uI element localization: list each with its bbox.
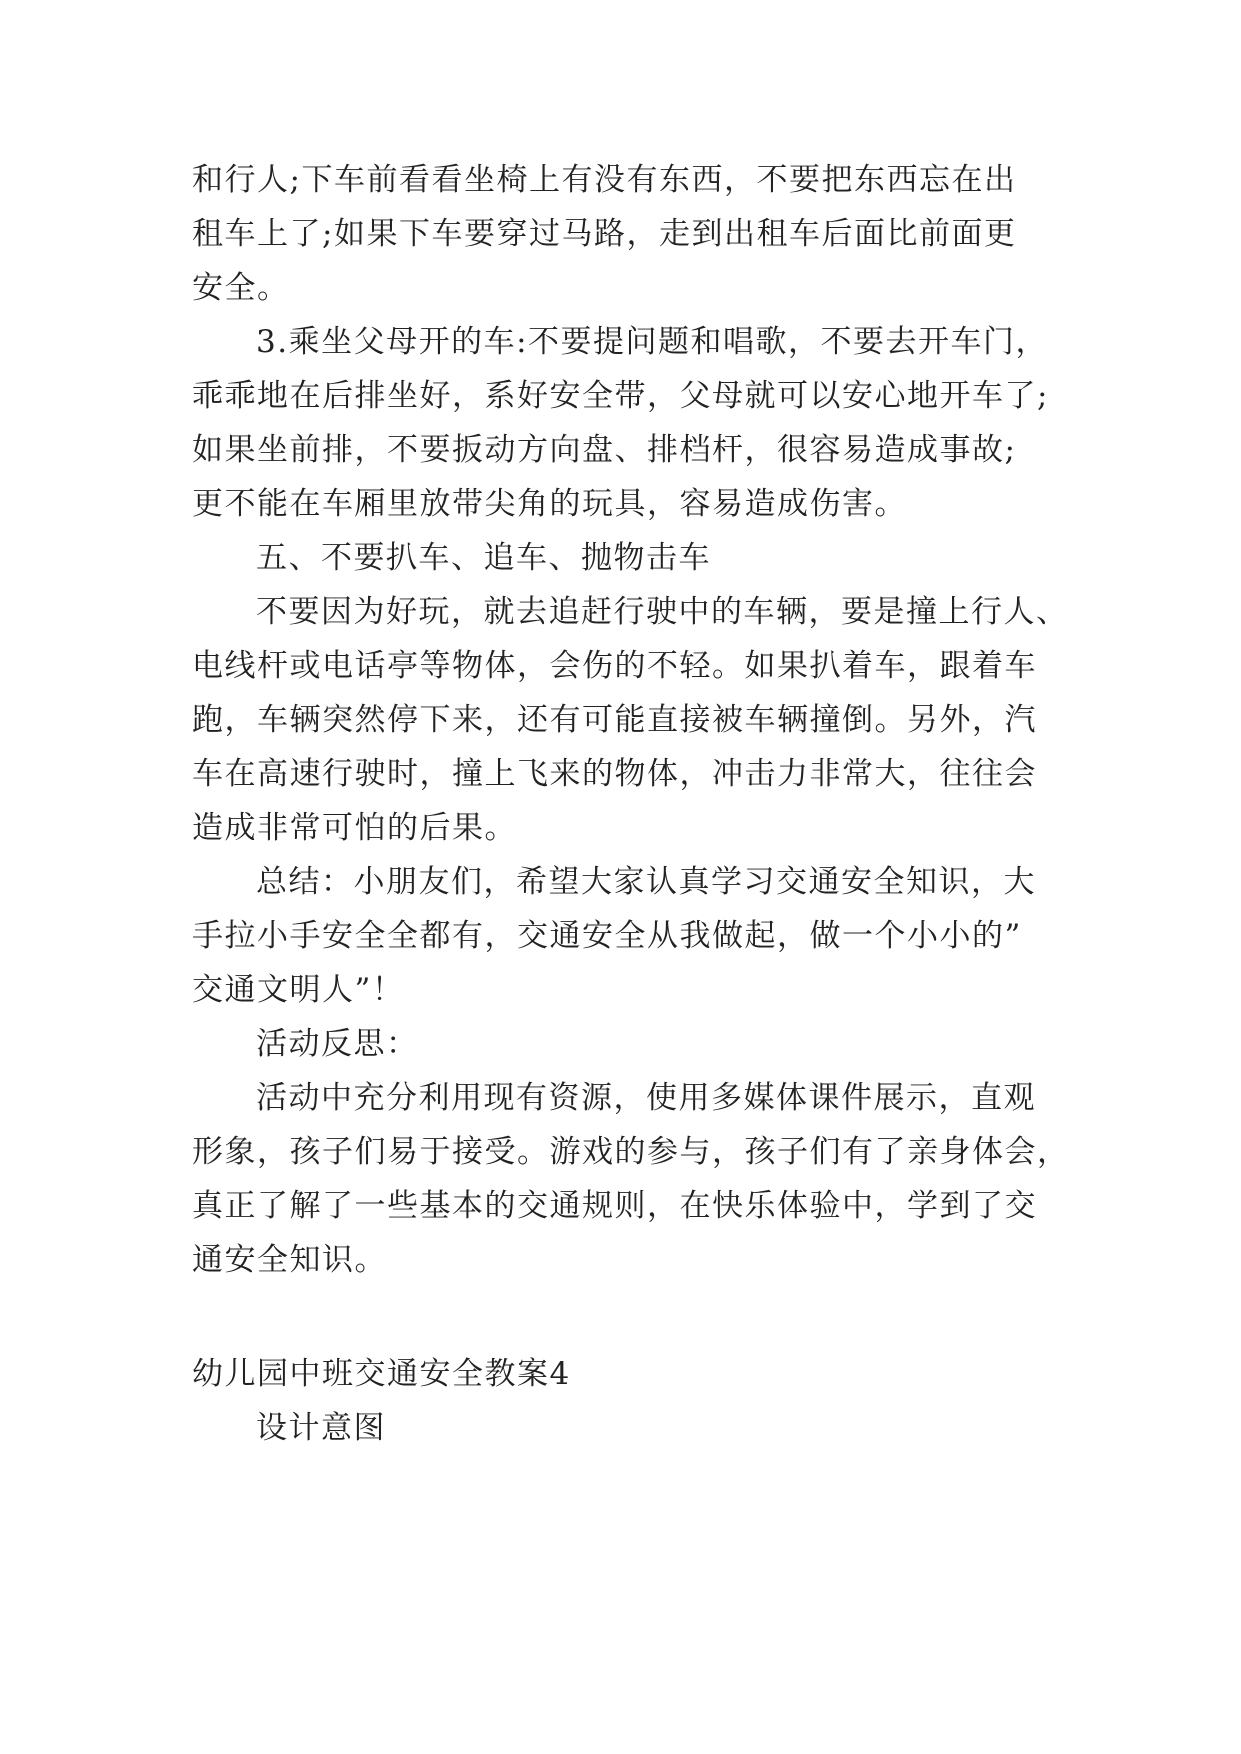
text-line: 手拉小手安全全都有，交通安全从我做起，做一个小小的”: [192, 918, 1022, 954]
text-line: 3.乘坐父母开的车:不要提问题和唱歌，不要去开车门，: [256, 324, 1049, 360]
text-line: 租车上了;如果下车要穿过马路，走到出租车后面比前面更: [192, 216, 1017, 252]
text-line: 和行人;下车前看看坐椅上有没有东西，不要把东西忘在出: [192, 162, 1017, 198]
text-line: 如果坐前排，不要扳动方向盘、排档杆，很容易造成事故;: [192, 432, 1017, 468]
text-line: 通安全知识。: [192, 1242, 387, 1278]
text-line: 乖乖地在后排坐好，系好安全带，父母就可以安心地开车了;: [192, 378, 1049, 414]
section-heading: 活动反思：: [256, 1026, 419, 1062]
text-line: 更不能在车厢里放带尖角的玩具，容易造成伤害。: [192, 486, 907, 522]
text-line: 总结：小朋友们，希望大家认真学习交通安全知识，大: [256, 864, 1036, 900]
text-line: 造成非常可怕的后果。: [192, 810, 517, 846]
text-line: 车在高速行驶时，撞上飞来的物体，冲击力非常大，往往会: [192, 756, 1037, 792]
text-line: 交通文明人”！: [192, 972, 405, 1008]
text-line: 真正了解了一些基本的交通规则，在快乐体验中，学到了交: [192, 1188, 1037, 1224]
text-line: 跑，车辆突然停下来，还有可能直接被车辆撞倒。另外，汽: [192, 702, 1037, 738]
section-heading: 五、不要扒车、追车、抛物击车: [256, 540, 711, 576]
text-line: 不要因为好玩，就去追赶行驶中的车辆，要是撞上行人、: [256, 594, 1069, 630]
document-title: 幼儿园中班交通安全教案4: [192, 1356, 571, 1392]
text-line: 活动中充分利用现有资源，使用多媒体课件展示，直观: [256, 1080, 1036, 1116]
section-heading: 设计意图: [256, 1410, 386, 1446]
text-line: 安全。: [192, 270, 290, 306]
text-line: 形象，孩子们易于接受。游戏的参与，孩子们有了亲身体会，: [192, 1134, 1070, 1170]
text-line: 电线杆或电话亭等物体，会伤的不轻。如果扒着车，跟着车: [192, 648, 1037, 684]
